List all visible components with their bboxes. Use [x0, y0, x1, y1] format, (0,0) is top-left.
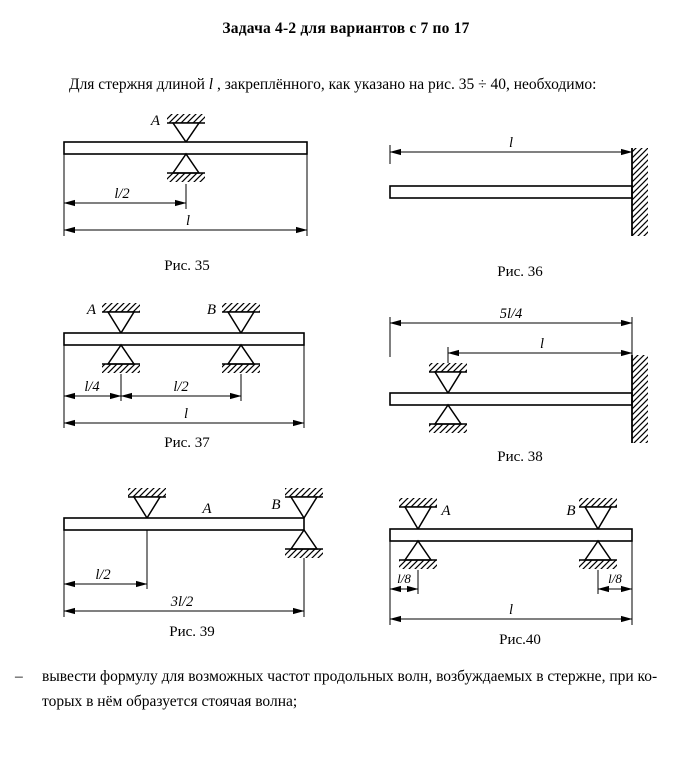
fixed-wall-support	[632, 355, 648, 443]
dim-label-l: l	[508, 602, 514, 618]
support-top-b	[222, 303, 260, 333]
intro-paragraph	[45, 76, 647, 94]
figure-caption-36: Рис. 36	[497, 264, 543, 280]
dim-label-l2: l/2	[114, 186, 130, 202]
dimension-full-length	[448, 336, 632, 363]
rod	[64, 142, 307, 154]
dimension-full-length	[390, 135, 632, 164]
dim-label-3l2: 3l/2	[170, 594, 194, 610]
task-text-line-2: торых в нём образуется стоячая волна;	[42, 692, 298, 710]
support-bottom-b	[285, 530, 323, 558]
dimension-half-length	[64, 530, 147, 617]
length-variable: l	[208, 76, 214, 93]
dim-label-l: l	[539, 336, 545, 352]
support-top	[429, 363, 467, 393]
support-bottom-a	[399, 541, 437, 569]
support-top-b	[285, 488, 323, 518]
task-text-line-1: вывести формулу для возможных частот продольных волн, возбуждаемых в стержне, при ко-	[42, 668, 658, 685]
figure-37-drawing	[52, 291, 322, 433]
support-bottom	[429, 405, 467, 433]
support-top-a	[128, 488, 166, 518]
dim-label-l4: l/4	[84, 379, 100, 395]
rod	[64, 333, 304, 345]
figure-38-drawing	[380, 307, 660, 447]
figure-37	[52, 291, 364, 466]
dim-label-l8-right: l/8	[608, 571, 622, 586]
figure-35-drawing	[52, 108, 322, 256]
dim-label-l: l	[185, 213, 191, 229]
support-b-label: B	[206, 302, 216, 318]
support-bottom-b	[222, 345, 260, 373]
intro-text-1: Для стержня длиной	[69, 76, 209, 93]
figure-35	[52, 108, 364, 281]
figure-caption-35: Рис. 35	[164, 258, 210, 274]
support-top-a	[102, 303, 140, 333]
dim-label-l8-left: l/8	[397, 571, 411, 586]
support-a-label: A	[86, 302, 96, 318]
figure-40-drawing	[380, 484, 660, 630]
intro-text-2: , закреплённого, как указано на рис. 35 ÷ 40, необходимо:	[213, 76, 597, 93]
figure-40	[380, 476, 680, 649]
figure-39-drawing	[52, 476, 332, 622]
support-a-label: A	[441, 503, 451, 519]
dim-label-l2: l/2	[95, 567, 111, 583]
dim-label-l2: l/2	[173, 379, 189, 395]
dimension-five-quarters	[390, 307, 632, 357]
support-bottom	[167, 154, 205, 182]
support-top-a	[167, 114, 205, 142]
support-a-label: A	[150, 113, 160, 129]
figure-caption-40: Рис.40	[499, 632, 541, 648]
support-top-b	[579, 498, 617, 529]
figure-caption-37: Рис. 37	[164, 435, 210, 451]
dimension-eighth-right	[598, 570, 632, 594]
dim-label-l: l	[183, 406, 189, 422]
figure-38	[380, 291, 680, 466]
support-top-a	[399, 498, 437, 529]
rod	[64, 518, 304, 530]
support-bottom-b	[579, 541, 617, 569]
rod	[390, 186, 632, 198]
figure-36	[380, 108, 680, 281]
figures-grid	[52, 108, 682, 649]
figure-caption-38: Рис. 38	[497, 449, 543, 465]
rod	[390, 529, 632, 541]
task-list-item	[15, 665, 658, 715]
support-a-label: A	[202, 501, 212, 517]
list-dash: –	[15, 668, 23, 685]
rod	[390, 393, 632, 405]
fixed-wall-support	[632, 148, 648, 236]
page-title: Задача 4-2 для вариантов с 7 по 17	[222, 20, 470, 37]
figure-39	[52, 476, 364, 649]
figure-36-drawing	[380, 134, 660, 262]
task-text	[42, 665, 657, 715]
support-b-label: B	[271, 497, 281, 513]
support-bottom-a	[102, 345, 140, 373]
figure-caption-39: Рис. 39	[169, 624, 215, 640]
dim-label-5l4: 5l/4	[499, 307, 523, 322]
dimension-half-length	[64, 154, 186, 236]
dimension-half-length	[121, 374, 241, 401]
support-b-label: B	[566, 503, 576, 519]
dim-label-l: l	[508, 135, 514, 151]
